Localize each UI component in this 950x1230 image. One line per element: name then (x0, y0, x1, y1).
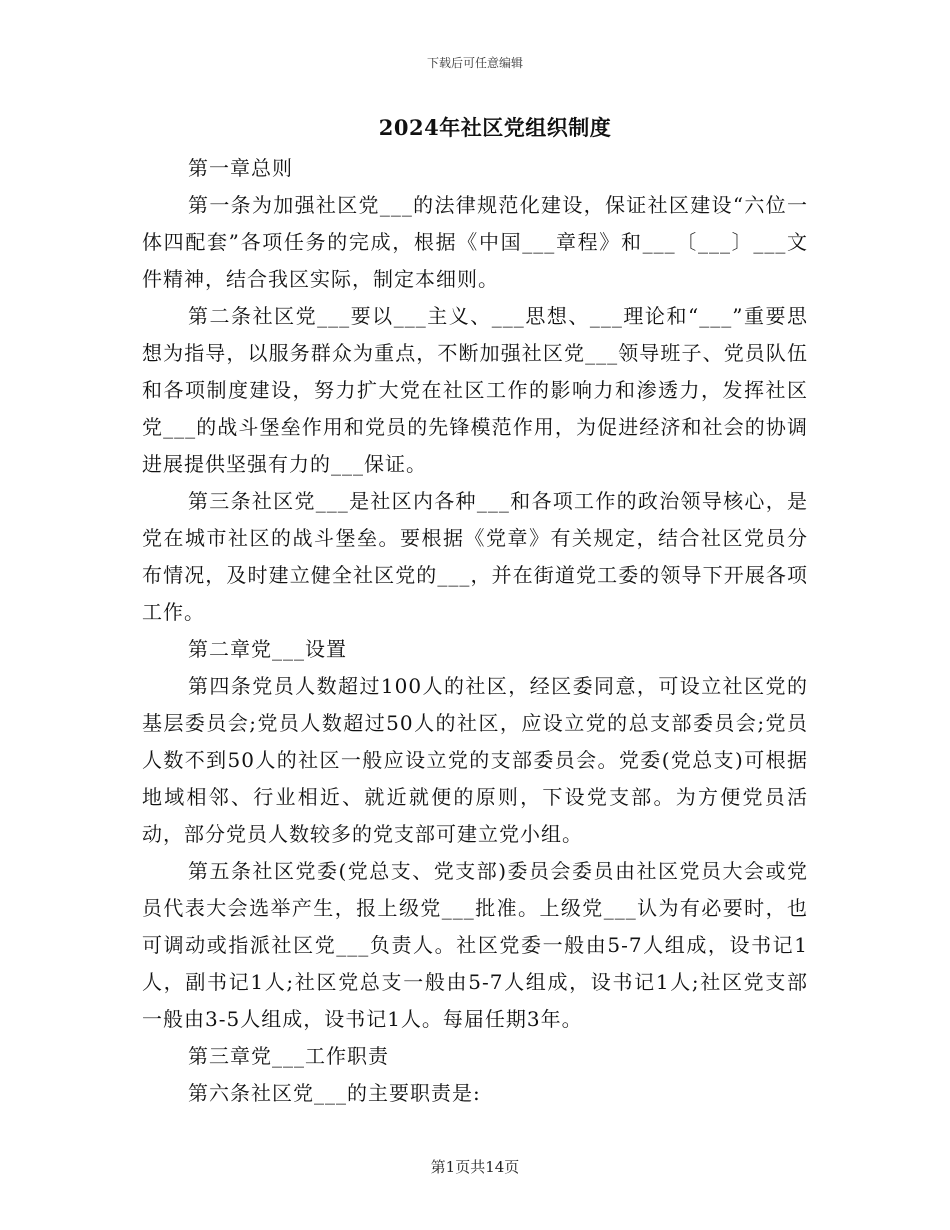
document-body (142, 150, 808, 1112)
document-title: 2024年社区党组织制度 (378, 115, 612, 140)
article-paragraph: 第三条社区党___是社区内各种___和各项工作的政治领导核心，是党在城市社区的战斗堡垒。要根据《党章》有关规定，结合社区党员分布情况，及时建立健全社区党的___，并在街道党工委的领导下开展各项工作。 (142, 489, 808, 624)
article-paragraph: 第五条社区党委(党总支、党支部)委员会委员由社区党员大会或党员代表大会选举产生，报上级党___批准。上级党___认为有必要时，也可调动或指派社区党___负责人。社区党委一般由5-7人组成，设书记1人，副书记1人;社区党总支一般由5-7人组成，设书记1人;社区党支部一般由3-5人组成，设书记1人。每届任期3年。 (142, 859, 808, 1031)
article-paragraph: 第六条社区党___的主要职责是: (188, 1081, 481, 1105)
header-note: 下载后可任意编辑 (426, 56, 523, 70)
article-paragraph: 第四条党员人数超过100人的社区，经区委同意，可设立社区党的基层委员会;党员人数超过50人的社区，应设立党的总支部委员会;党员人数不到50人的社区一般应设立党的支部委员会。党委(党总支)可根据地域相邻、行业相近、就近就便的原则，下设党支部。为方便党员活动，部分党员人数较多的党支部可建立党小组。 (142, 674, 808, 846)
chapter-heading: 第二章党___设置 (188, 637, 347, 661)
article-paragraph: 第一条为加强社区党___的法律规范化建设，保证社区建设“六位一体四配套”各项任务的完成，根据《中国___章程》和___〔___〕___文件精神，结合我区实际，制定本细则。 (142, 193, 808, 291)
chapter-heading: 第三章党___工作职责 (188, 1044, 389, 1068)
page-number: 第1页共14页 (430, 1158, 520, 1176)
article-paragraph: 第二条社区党___要以___主义、___思想、___理论和“___”重要思想为指导，以服务群众为重点，不断加强社区党___领导班子、党员队伍和各项制度建设，努力扩大党在社区工作的影响力和渗透力，发挥社区党___的战斗堡垒作用和党员的先锋模范作用，为促进经济和社会的协调进展提供坚强有力的___保证。 (142, 304, 808, 476)
chapter-heading: 第一章总则 (188, 156, 293, 180)
